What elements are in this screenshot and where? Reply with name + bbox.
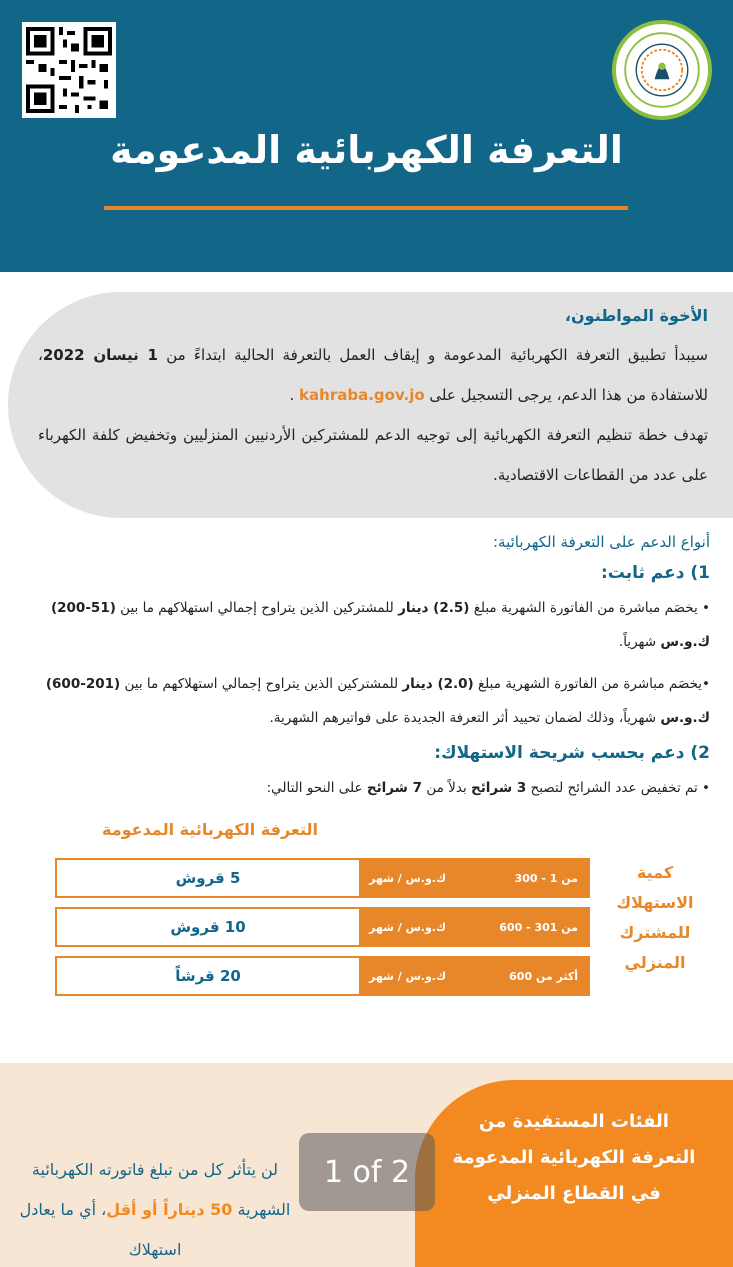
qr-code-icon [22, 22, 116, 118]
consumption-label-line: للمشترك [619, 923, 691, 942]
panel-line: الفئات المستفيدة من [479, 1111, 669, 1132]
new-tier-count: 3 شرائح [471, 780, 527, 796]
support-section [15, 533, 710, 813]
tariff-price: 20 قرشاً [57, 958, 359, 994]
energy-commission-seal-icon [612, 20, 712, 120]
panel-line: التعرفة الكهربائية المدعومة [452, 1147, 696, 1168]
old-tier-count: 7 شرائح [366, 780, 423, 796]
bullet-text: • يخصَم مباشرة من الفاتورة الشهرية مبلغ [469, 600, 710, 616]
support-types-title: أنواع الدعم على التعرفة الكهربائية: [493, 533, 710, 551]
consumption-label-line: الاستهلاك [616, 893, 694, 912]
panel-line: في القطاع المنزلي [487, 1183, 661, 1204]
beneficiaries-text-part: لن يتأثر كل من تبلغ فاتورته الكهربائية الشهرية [31, 1160, 291, 1219]
beneficiaries-text-part: ، أي ما يعادل استهلاك [19, 1200, 182, 1259]
range-text: أكثر من 600 [509, 969, 578, 983]
title-underline [104, 206, 628, 210]
header-banner [0, 0, 733, 272]
tariff-row [55, 907, 590, 947]
bullet-text: للمشتركين الذين يتراوح إجمالي استهلاكهم ما بين [120, 676, 403, 692]
unit-text: ك.و.س / شهر [369, 920, 447, 934]
tier-support-title: 2) دعم بحسب شريحة الاستهلاك: [434, 743, 710, 763]
tariff-price: 5 قروش [57, 860, 359, 896]
intro-text: سيبدأ تطبيق التعرفة الكهربائية المدعومة و إيقاف العمل بالتعرفة الحالية ابتداءً من [157, 346, 708, 364]
range-text: من 301 - 600 [499, 920, 578, 934]
intro-paragraph-1 [38, 335, 708, 415]
bullet-range: (51-200) ك.و.س [50, 600, 710, 650]
bill-threshold: 50 ديناراً أو أقل [106, 1200, 233, 1219]
start-date: 1 نيسان 2022 [42, 346, 158, 364]
intro-text: ، للاستفادة من هذا الدعم، يرجى التسجيل على [38, 346, 708, 404]
consumption-label [600, 858, 710, 978]
bullet-text: بدلاً من [422, 780, 471, 796]
unit-text: ك.و.س / شهر [369, 871, 447, 885]
bullet-text: شهرياً، وذلك لضمان تحييد أثر التعرفة الجديدة على فواتيرهم الشهرية. [269, 710, 661, 726]
bullet-range: (201-600) ك.و.س [45, 676, 710, 726]
bullet-text: للمشتركين الذين يتراوح إجمالي استهلاكهم ما بين [115, 600, 399, 616]
tariff-row [55, 858, 590, 898]
tier-support-bullet [15, 771, 710, 805]
tariff-price: 10 قروش [57, 909, 359, 945]
tariff-title: التعرفة الكهربائية المدعومة [102, 820, 318, 839]
page-indicator: 1 of 2 [299, 1133, 435, 1211]
tariff-range-cell [359, 958, 588, 994]
consumption-label-line: المنزلي [624, 953, 686, 972]
tariff-range-cell [359, 909, 588, 945]
intro-text: . [289, 386, 300, 404]
fixed-support-bullet-2 [15, 667, 710, 735]
registration-link[interactable]: kahraba.gov.jo [299, 386, 425, 404]
intro-paragraph-2: تهدف خطة تنظيم التعرفة الكهربائية إلى توجيه الدعم للمشتركين الأردنيين المنزليين وتخفيض كلفة الكهرباء على عدد من القطاعات الاقتصادية. [38, 426, 708, 484]
bullet-text: •يخصَم مباشرة من الفاتورة الشهرية مبلغ [473, 676, 710, 692]
beneficiaries-panel [415, 1080, 733, 1267]
tariff-range-cell [359, 860, 588, 896]
range-text: من 1 - 300 [514, 871, 578, 885]
greeting: الأخوة المواطنون، [564, 306, 708, 325]
consumption-label-line: كمية [636, 863, 674, 882]
intro-box [8, 292, 733, 518]
unit-text: ك.و.س / شهر [369, 969, 447, 983]
page-title: التعرفة الكهربائية المدعومة [110, 128, 623, 172]
bullet-amount: (2.0) دينار [402, 676, 474, 692]
fixed-support-bullet-1 [15, 591, 710, 659]
bullet-text: على النحو التالي: [266, 780, 367, 796]
beneficiaries-text [15, 1150, 295, 1267]
tariff-row [55, 956, 590, 996]
bullet-text: شهرياً. [618, 634, 661, 650]
fixed-support-title: 1) دعم ثابت: [600, 563, 710, 583]
bullet-amount: (2.5) دينار [398, 600, 470, 616]
bullet-text: • تم تخفيض عدد الشرائح لتصبح [526, 780, 710, 796]
